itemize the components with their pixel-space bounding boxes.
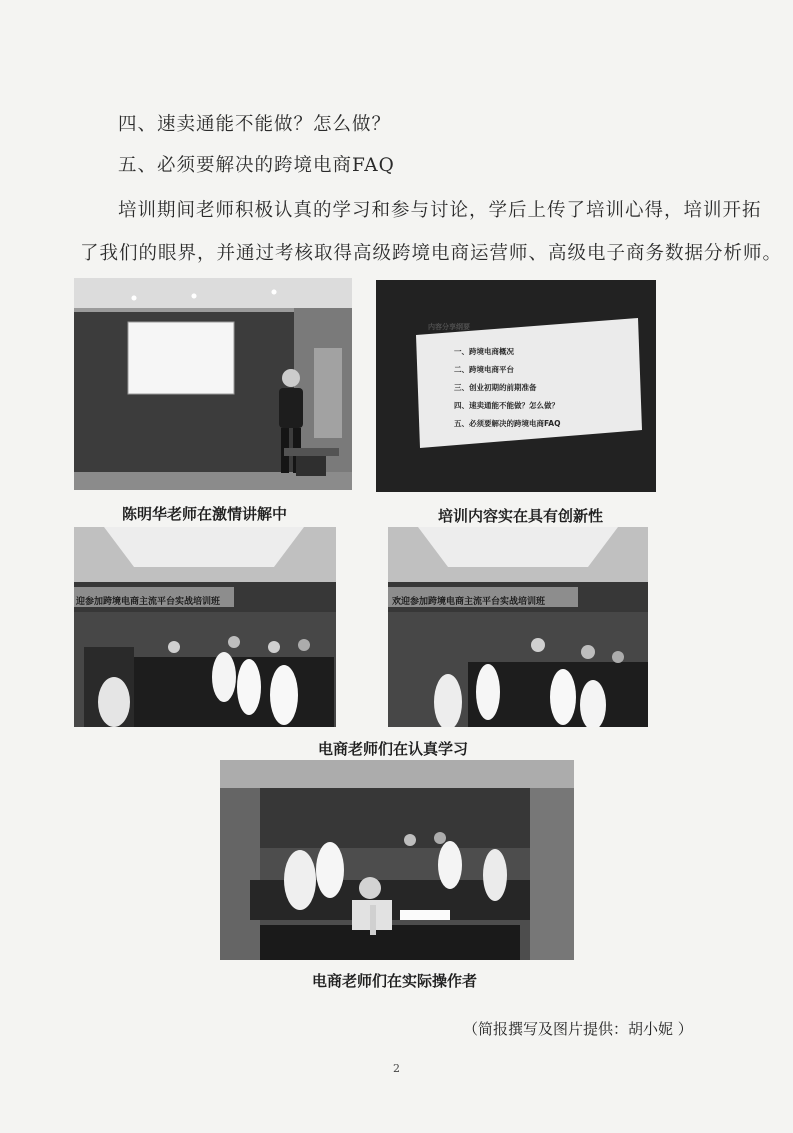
- classroom-photo-right: [388, 527, 648, 727]
- page-number: 2: [393, 1062, 400, 1075]
- slide-item-5: 五、必须要解决的跨境电商FAQ: [454, 419, 561, 428]
- list-item-4: 四、速卖通能不能做？怎么做？: [118, 114, 392, 135]
- slide-photo: [376, 280, 656, 492]
- slide-item-4: 四、速卖通能不能做？怎么做？: [454, 401, 559, 410]
- study-caption: 电商老师们在认真学习: [318, 740, 469, 758]
- lecture-photo: [74, 278, 352, 490]
- slide-heading: 内容分享纲要: [428, 323, 470, 331]
- paragraph-line-1: 培训期间老师积极认真的学习和参与讨论，学后上传了培训心得，培训开拓: [118, 200, 762, 221]
- lecture-caption: 陈明华老师在激情讲解中: [122, 505, 288, 523]
- author-credit: （简报撰写及图片提供：胡小妮 ）: [463, 1020, 693, 1038]
- banner-text-left: 迎参加跨境电商主流平台实战培训班: [76, 597, 221, 607]
- list-item-5: 五、必须要解决的跨境电商FAQ: [118, 155, 395, 176]
- slide-item-3: 三、创业初期的前期准备: [454, 383, 537, 392]
- banner-text-right: 欢迎参加跨境电商主流平台实战培训班: [392, 597, 546, 607]
- slide-item-1: 一、跨境电商概况: [454, 347, 514, 356]
- operation-caption: 电商老师们在实际操作者: [312, 972, 478, 990]
- slide-caption: 培训内容实在具有创新性: [438, 507, 604, 525]
- slide-item-2: 二、跨境电商平台: [454, 365, 514, 374]
- classroom-photo-left: [74, 527, 336, 727]
- paragraph-line-2: 了我们的眼界，并通过考核取得高级跨境电商运营师、高级电子商务数据分析师。: [80, 243, 783, 264]
- operation-photo: [220, 760, 574, 960]
